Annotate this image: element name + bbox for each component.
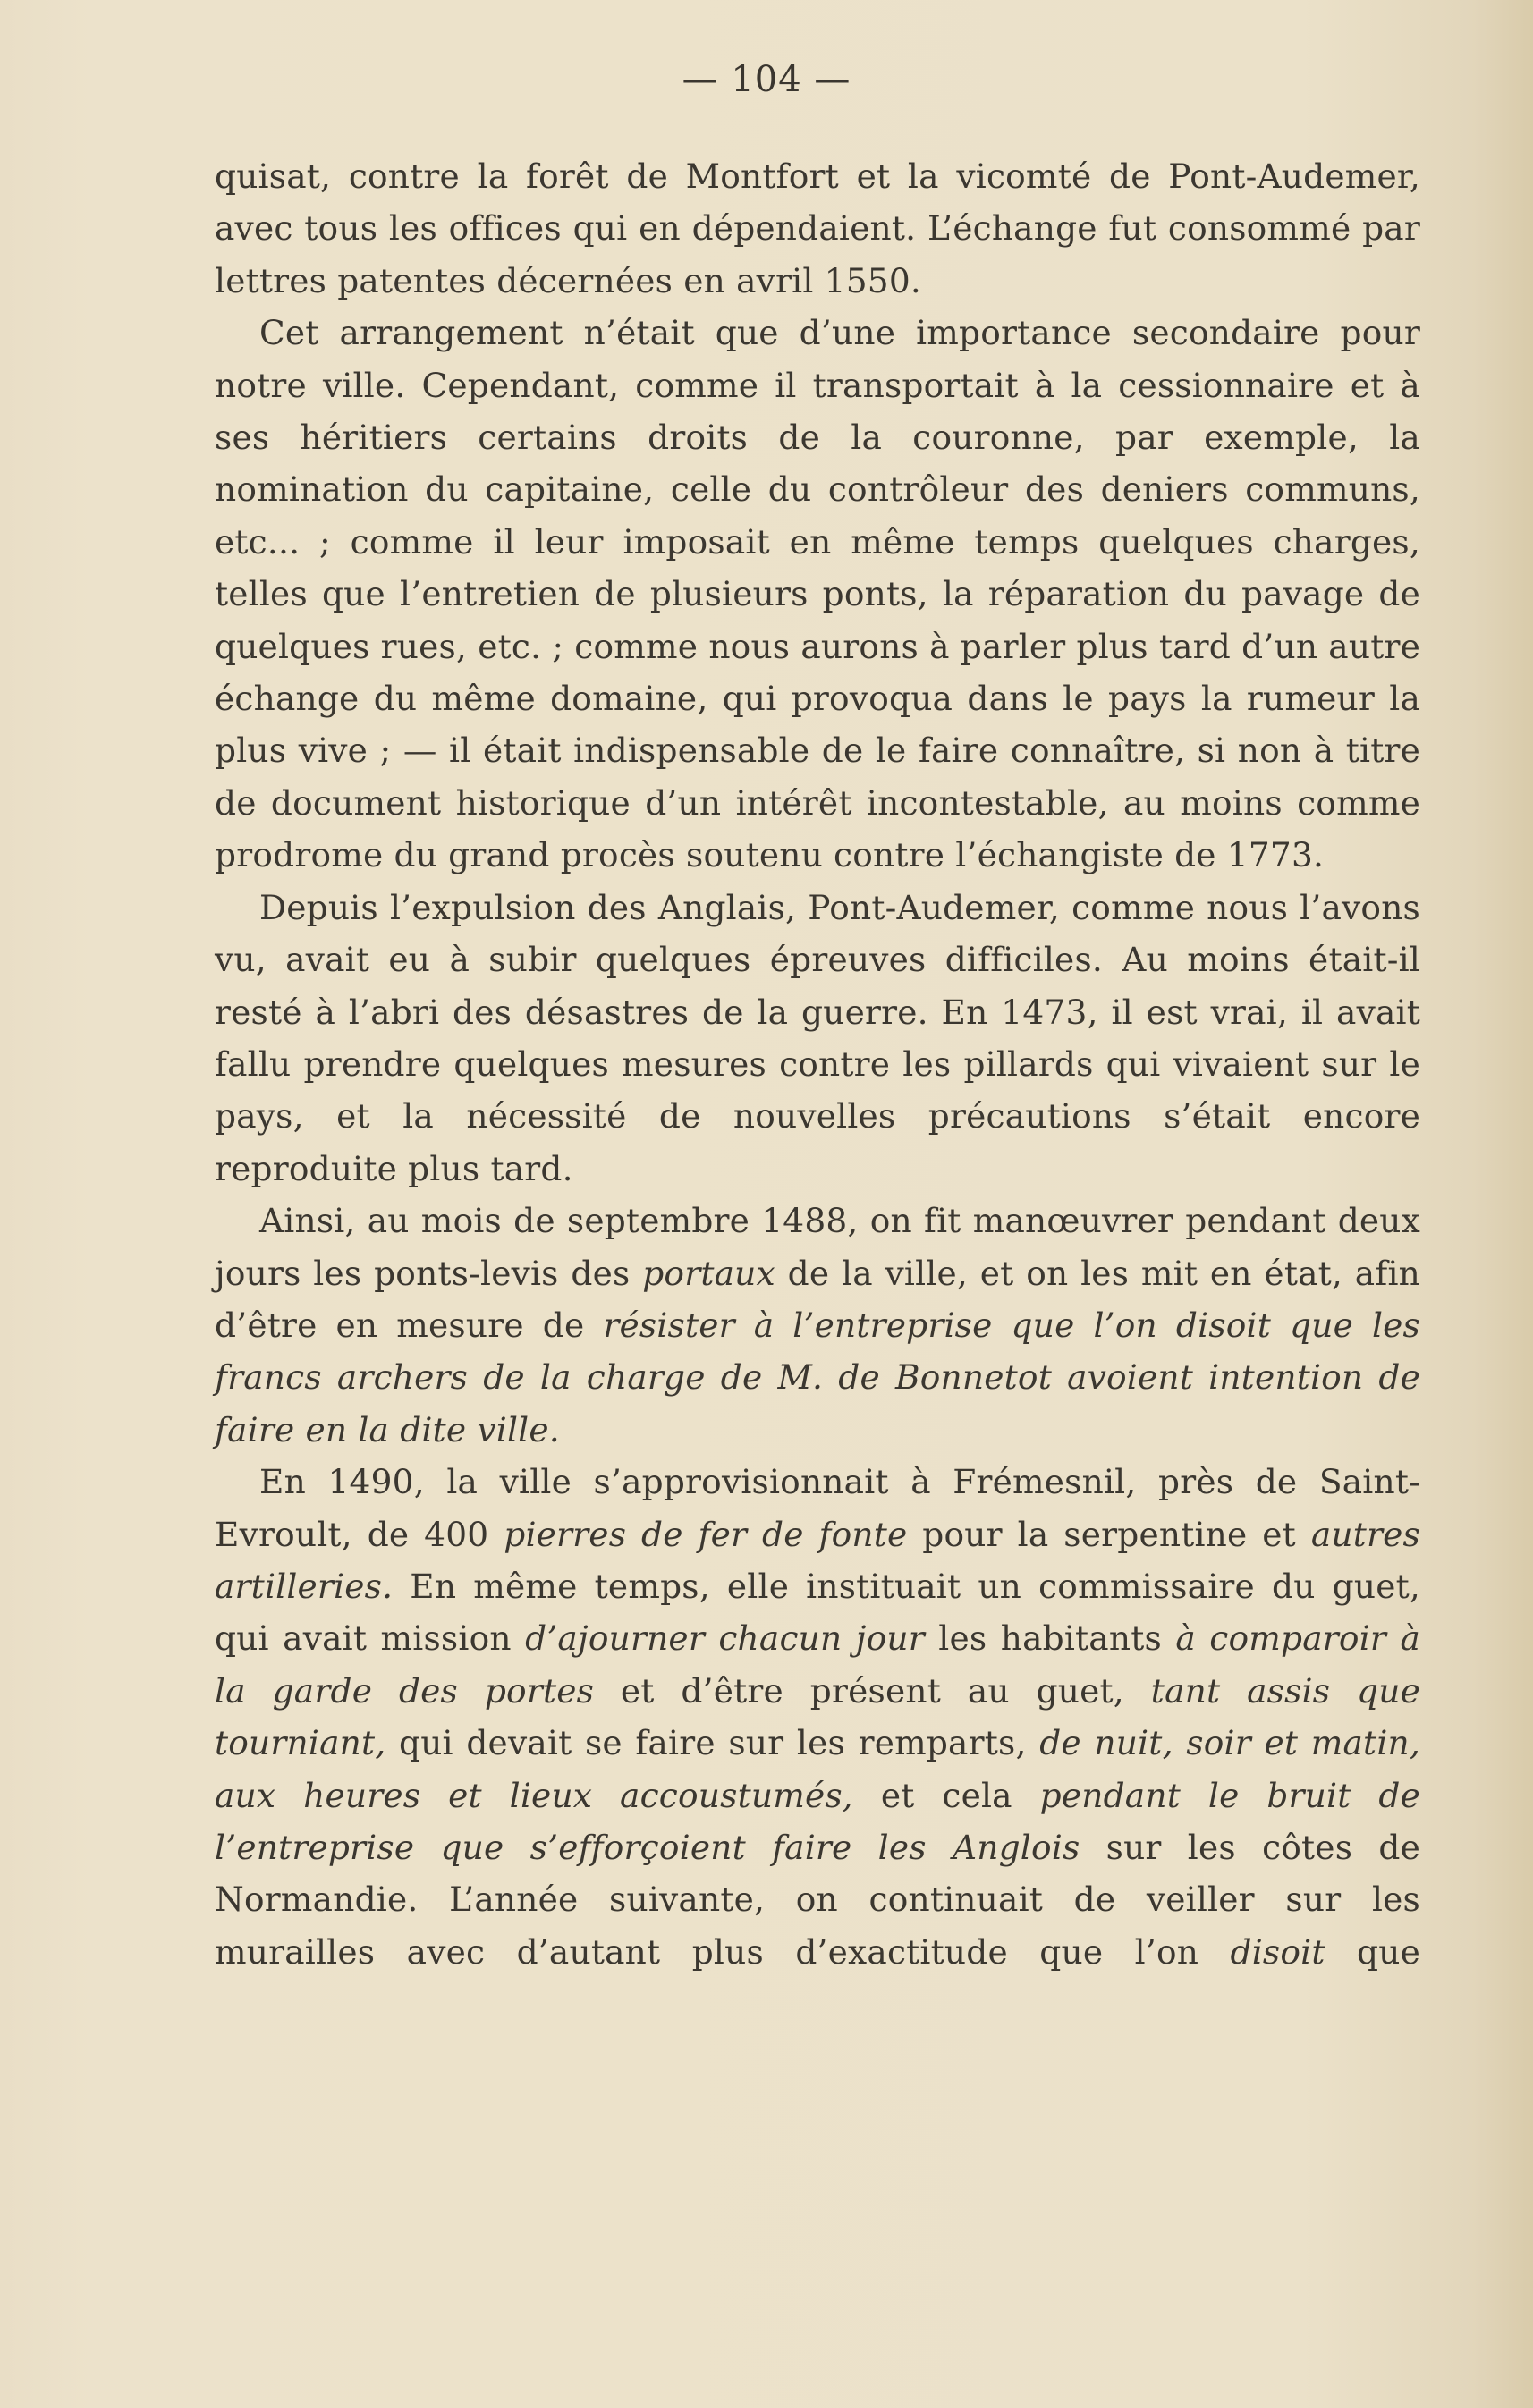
text-run: Cet arrangement n’était que d’une importance secondaire pour notre ville. Cependant, comme il transportait à la cessionnaire et à ses héritiers certains droits de la couronne, par exemple, la nomination du capitaine, celle du contrôleur des deniers communs, etc... ; comme il leur imposait en même temps quelques charges, telles que l’entretien de plusieurs ponts, la réparation du pavage de quelques rues, etc. ; comme nous aurons à parler plus tard d’un autre échange du même domaine, qui provoqua dans le pays la rumeur la plus vive ; — il était indispensable de le faire connaître, si non à titre de document historique d’un intérêt incontestable, au moins comme prodrome du grand procès soutenu contre l’échangiste de 1773. bbox=[215, 313, 1420, 875]
paragraph-p3 bbox=[215, 882, 1420, 1195]
text-run: Ainsi, au mois de septembre 1488, on fit manœuvrer pendant deux jours les ponts-levis des bbox=[215, 1201, 1420, 1293]
paragraph-p4 bbox=[215, 1195, 1420, 1456]
text-run: et cela bbox=[852, 1775, 1040, 1815]
italic-quote: d’ajourner chacun jour bbox=[525, 1618, 925, 1659]
text-run: quisat, contre la forêt de Montfort et la vicomté de Pont-Audemer, avec tous les offices qui en dépendaient. L’échange fut consommé par lettres patentes décernées en avril 1550. bbox=[215, 156, 1420, 300]
text-run: de la ville, et on les mit en état, afin d’être en mesure de bbox=[215, 1253, 1420, 1345]
text-run: et d’être présent au guet, bbox=[594, 1670, 1151, 1711]
paragraph-p2 bbox=[215, 307, 1420, 881]
italic-quote: de nuit, soir et matin, aux heures et lieux accoustumés, bbox=[215, 1723, 1420, 1815]
text-run: En 1490, la ville s’approvisionnait à Frémesnil, près de Saint-Evroult, de 400 bbox=[215, 1462, 1420, 1554]
text-run: pour la serpentine et bbox=[907, 1514, 1311, 1554]
italic-quote: tant assis que tourniant, bbox=[215, 1670, 1420, 1763]
italic-quote: à comparoir à la garde des portes bbox=[215, 1618, 1420, 1711]
text-run: que bbox=[1325, 1931, 1420, 1972]
italic-quote: résister à l’entreprise que l’on disoit que les francs archers de la charge de M. de Bonnetot avoient intention de faire en la dite ville. bbox=[215, 1305, 1420, 1449]
text-run: sur les côtes de Normandie. L’année suivante, on continuait de veiller sur les murailles avec d’autant plus d’exactitude que l’on bbox=[215, 1828, 1420, 1972]
body-text bbox=[215, 150, 1420, 1978]
text-run: qui devait se faire sur les remparts, bbox=[385, 1723, 1040, 1763]
italic-quote: autres artilleries. bbox=[215, 1514, 1421, 1606]
paragraph-p1 bbox=[215, 150, 1420, 307]
text-run: En même temps, elle instituait un commissaire du guet, qui avait mission bbox=[215, 1566, 1420, 1659]
italic-quote: pierres de fer de fonte bbox=[504, 1514, 908, 1554]
italic-quote: disoit bbox=[1230, 1931, 1325, 1972]
italic-quote: portaux bbox=[642, 1253, 775, 1293]
paragraph-p5 bbox=[215, 1456, 1420, 1978]
italic-quote: pendant le bruit de l’entreprise que s’efforçoient faire les Anglois bbox=[215, 1775, 1420, 1867]
text-run: Depuis l’expulsion des Anglais, Pont-Audemer, comme nous l’avons vu, avait eu à subir quelques épreuves difficiles. Au moins était-il resté à l’abri des désastres de la guerre. En 1473, il est vrai, il avait fallu prendre quelques mesures contre les pillards qui vivaient sur le pays, et la nécessité de nouvelles précautions s’était encore reproduite plus tard. bbox=[215, 887, 1420, 1188]
page-number: — 104 — bbox=[682, 59, 851, 100]
text-run: les habitants bbox=[924, 1618, 1176, 1659]
